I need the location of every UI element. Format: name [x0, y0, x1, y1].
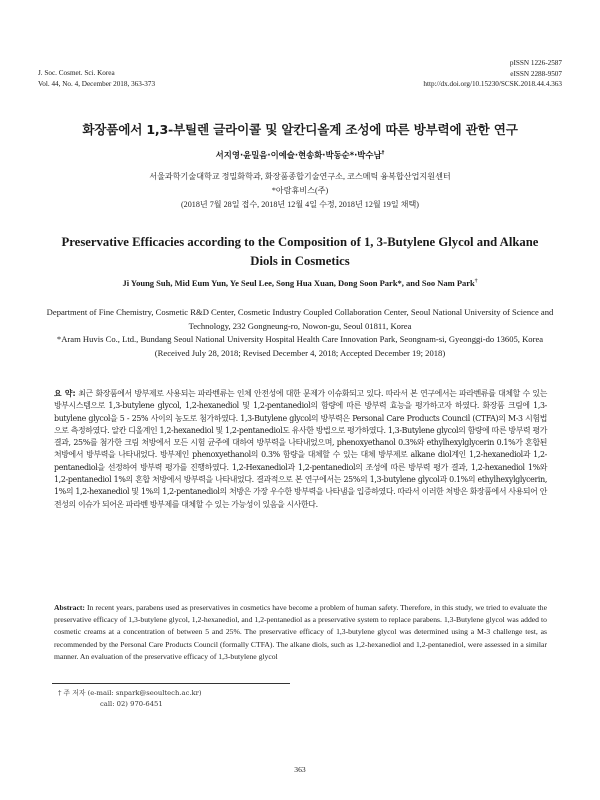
footnote-divider	[52, 683, 290, 684]
korean-abstract-label: 요 약:	[54, 389, 76, 398]
korean-affiliation-1: 서울과학기술대학교 정밀화학과, 화장품종합기술연구소, 코스메틱 융복합산업지원센터	[149, 172, 451, 181]
korean-authors	[0, 149, 600, 161]
english-abstract	[54, 602, 547, 663]
english-author-names: Ji Young Suh, Mid Eum Yun, Ye Seul Lee, Song Hua Xuan, Dong Soon Park*, and Soo Nam Park	[122, 278, 475, 288]
doi-link[interactable]: http://dx.doi.org/10.15230/SCSK.2018.44.4.363	[423, 80, 562, 88]
english-affiliation-1: Department of Fine Chemistry, Cosmetic R&D Center, Cosmetic Industry Coupled Collaboration Center, Seoul National University of Science and Technology, 232 Gongneung-ro, Nowon-gu, Seoul 01811, Korea	[46, 307, 554, 331]
korean-title: 화장품에서 1,3-부틸렌 글라이콜 및 알칸디올계 조성에 따른 방부력에 관한 연구	[82, 122, 518, 137]
eissn: eISSN 2288-9507	[510, 69, 562, 78]
english-title: Preservative Efficacies according to the Composition of 1, 3-Butylene Glycol and Alkane Diols in Cosmetics	[61, 235, 539, 268]
korean-abstract-text: 최근 화장품에서 방부제로 사용되는 파라벤류는 인체 안전성에 대한 문제가 이슈화되고 있다. 따라서 본 연구에서는 파라벤류를 대체할 수 있는 방부시스템으로 1,3-butylene glycol, 1,2-hexanediol 및 1,2-pentanediol의 함량에 따른 방부력 효능을 평가하고자 하였다. 화장품 크림에 1,3-butylene glycol을 5 - 25% 사이의 농도로 첨가하였다. 1,3-Butylene glycol의 방부력은 Personal Care Products Council (CTFA)의 M-3 시험법으로 측정하였다. 알칸 디올계인 1,2-hexanediol 및 1,2-pentanediol도 유사한 방법으로 평가하였다. 1,3-Butylene glycol의 함량에 따른 방부력 평가 결과, 25%를 첨가한 크림 처방에서 모든 시험 균주에 대하여 방부력을 나타내었으며, phenoxyethanol 0.3%와 ethylhexylglycerin 0.1%가 혼합된 처방에서 방부력을 나타내었다. 방부제인 phenoxyethanol의 0.3% 함량을 대체할 수 있는 대체 방부제로 alkane diol계인 1,2-hexanediol과 1,2-pentanediol을 선정하여 방부력 평가를 진행하였다. 1,2-Hexanediol과 1,2-pentanediol의 조성에 따른 방부력 평가 결과, 1,2-hexanediol 1%와 1,2-pentanediol 1%의 혼합 처방에서 방부력을 나타내었다. 결과적으로 본 연구에서는 25%의 1,3-butylene glycol과 0.1%의 ethylhexylglycerin, 1%의 1,2-hexanediol 및 1%의 1,2-pentanediol의 처방은 가장 우수한 방부력을 나타냄을 입증하였다. 따라서 이러한 처방은 화장품에서 사용되어 안전성의 이슈가 되어온 파라벤 방부제를 대체할 수 있는 가능성이 있음을 시사한다.	[54, 389, 547, 509]
footnote-author-email: † 주 저자 (e-mail: snpark@seoultech.ac.kr)	[58, 689, 202, 697]
page-number: 363	[294, 765, 306, 774]
english-abstract-label: Abstract:	[54, 603, 85, 612]
english-authors	[0, 278, 600, 288]
footnote-phone: call: 02) 970-6451	[100, 700, 163, 708]
english-corresponding-mark: †	[474, 278, 478, 285]
english-abstract-text: In recent years, parabens used as preservatives in cosmetics have become a problem of human safety. Therefore, in this study, we tried to evaluate the preservative efficacy of 1,3-butylene glycol, 1,2-hexanediol, and 1,2-pentanediol as a preservative system to replace parabens. 1,3-Butylene glycol was added to cosmetic creams at a concentration of between 5 and 25%. The preservative efficacy of 1,3-butylene glycol was determined using a M-3 challenge test, as recommended by the Personal Care Products Council (formally CTFA). The alkane diols, such as 1,2-hexanediol and 1,2-pentanediol, were assessed in a similar manner. An evaluation of the preservative efficacy of 1,3-butylene glycol	[54, 603, 547, 661]
english-dates: (Received July 28, 2018; Revised December 4, 2018; Accepted December 19; 2018)	[154, 347, 446, 358]
korean-affiliations	[0, 170, 600, 211]
journal-name: J. Soc. Cosmet. Sci. Korea	[38, 69, 115, 77]
journal-citation	[38, 68, 155, 89]
english-affiliations	[40, 306, 560, 360]
korean-dates: (2018년 7월 28일 접수, 2018년 12월 4일 수정, 2018년 12월 19일 채택)	[180, 199, 419, 209]
pissn: pISSN 1226-2587	[509, 59, 562, 67]
journal-volume: Vol. 44, No. 4, December 2018, 363-373	[38, 79, 156, 88]
english-affiliation-2: *Aram Huvis Co., Ltd., Bundang Seoul National University Hospital Health Care Innovation Park, Seongnam-si, Gyeonggi-do 13605, Korea	[56, 334, 544, 345]
corresponding-author-mark: †	[381, 150, 385, 157]
korean-affiliation-2: *아람휴비스(주)	[271, 185, 329, 195]
journal-identifiers	[423, 58, 562, 90]
korean-abstract	[54, 388, 547, 511]
korean-author-names: 서지영·윤밀음·이예슬·현송화·박동순*·박수남	[215, 150, 382, 160]
footnote	[58, 688, 202, 710]
